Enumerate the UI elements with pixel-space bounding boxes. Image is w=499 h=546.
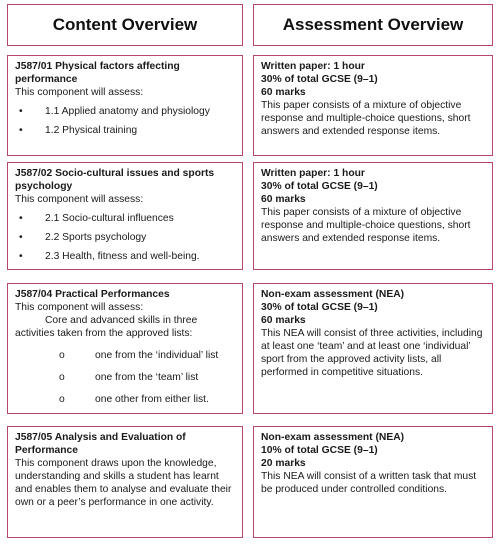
assessment-weight: 30% of total GCSE (9–1)	[261, 181, 378, 192]
list-item	[15, 250, 236, 263]
assessment-overview-title: Assessment Overview	[282, 15, 464, 34]
list-item-label: 2.3 Health, fitness and well-being.	[45, 251, 200, 262]
assessment-weight: 10% of total GCSE (9–1)	[261, 445, 378, 456]
assessment-cell-j587-04	[253, 283, 493, 414]
component-intro: This component will assess:	[15, 194, 144, 205]
list-item-label: 1.1 Applied anatomy and physiology	[45, 106, 210, 117]
sub-bullet-marker: o	[59, 350, 65, 361]
assessment-type: Non-exam assessment (NEA)	[261, 432, 405, 443]
component-description: This component draws upon the knowledge, understanding and skills a student has learnt and enables them to analyse and evaluate their own or a peer’s performance in one activity.	[15, 458, 232, 508]
content-cell-j587-01	[7, 55, 243, 156]
list-item	[15, 212, 236, 225]
component-intro: This component will assess:	[15, 302, 144, 313]
assessment-description: This NEA will consist of a written task that must be produced under controlled conditions.	[261, 471, 477, 495]
assessment-marks: 20 marks	[261, 458, 306, 469]
assessment-cell-j587-01	[253, 55, 493, 156]
list-item	[15, 371, 236, 384]
list-item	[15, 393, 236, 406]
list-item	[15, 124, 236, 137]
component-title: J587/05 Analysis and Evaluation of Performance	[15, 432, 186, 456]
assessment-weight: 30% of total GCSE (9–1)	[261, 302, 378, 313]
assessment-description: This paper consists of a mixture of objective response and multiple-choice questions, short answers and extended response items.	[261, 100, 471, 137]
sub-bullet-marker: o	[59, 372, 65, 383]
content-cell-j587-04	[7, 283, 243, 414]
assessment-type: Non-exam assessment (NEA)	[261, 289, 405, 300]
content-cell-j587-02	[7, 162, 243, 270]
list-item-label: 2.1 Socio-cultural influences	[45, 213, 174, 224]
sub-bullet-marker: o	[59, 394, 65, 405]
component-intro: This component will assess:	[15, 87, 144, 98]
assessment-overview-header	[253, 4, 493, 46]
content-cell-j587-05	[7, 426, 243, 538]
list-item-label: one other from either list.	[95, 394, 209, 405]
assessment-marks: 60 marks	[261, 87, 306, 98]
assessment-type: Written paper: 1 hour	[261, 61, 365, 72]
assessment-description: This paper consists of a mixture of objective response and multiple-choice questions, short answers and extended response items.	[261, 207, 471, 244]
assessment-type: Written paper: 1 hour	[261, 168, 365, 179]
list-item	[15, 105, 236, 118]
bullet-marker: •	[19, 125, 23, 136]
list-item-label: 1.2 Physical training	[45, 125, 138, 136]
assessment-marks: 60 marks	[261, 315, 306, 326]
list-item-label: one from the ‘individual’ list	[95, 350, 219, 361]
bullet-marker: •	[19, 251, 23, 262]
list-item-label: 2.2 Sports psychology	[45, 232, 147, 243]
assessment-marks: 60 marks	[261, 194, 306, 205]
component-title: J587/01 Physical factors affecting performance	[15, 61, 180, 85]
bullet-marker: •	[19, 232, 23, 243]
list-item-label: one from the ‘team’ list	[95, 372, 199, 383]
bullet-marker: •	[19, 106, 23, 117]
bullet-marker: •	[19, 213, 23, 224]
content-overview-title: Content Overview	[52, 15, 198, 34]
component-title: J587/02 Socio-cultural issues and sports psychology	[15, 168, 215, 192]
list-item	[15, 349, 236, 362]
skills-description: Core and advanced skills in three activities taken from the approved lists:	[15, 315, 198, 339]
content-overview-header	[7, 4, 243, 46]
assessment-cell-j587-05	[253, 426, 493, 538]
assessment-cell-j587-02	[253, 162, 493, 270]
assessment-description: This NEA will consist of three activities, including at least one ‘team’ and at least one ‘individual’ sport from the approved activity lists, all performed in competitive situations.	[261, 328, 483, 378]
component-title: J587/04 Practical Performances	[15, 289, 170, 300]
list-item	[15, 231, 236, 244]
assessment-weight: 30% of total GCSE (9–1)	[261, 74, 378, 85]
